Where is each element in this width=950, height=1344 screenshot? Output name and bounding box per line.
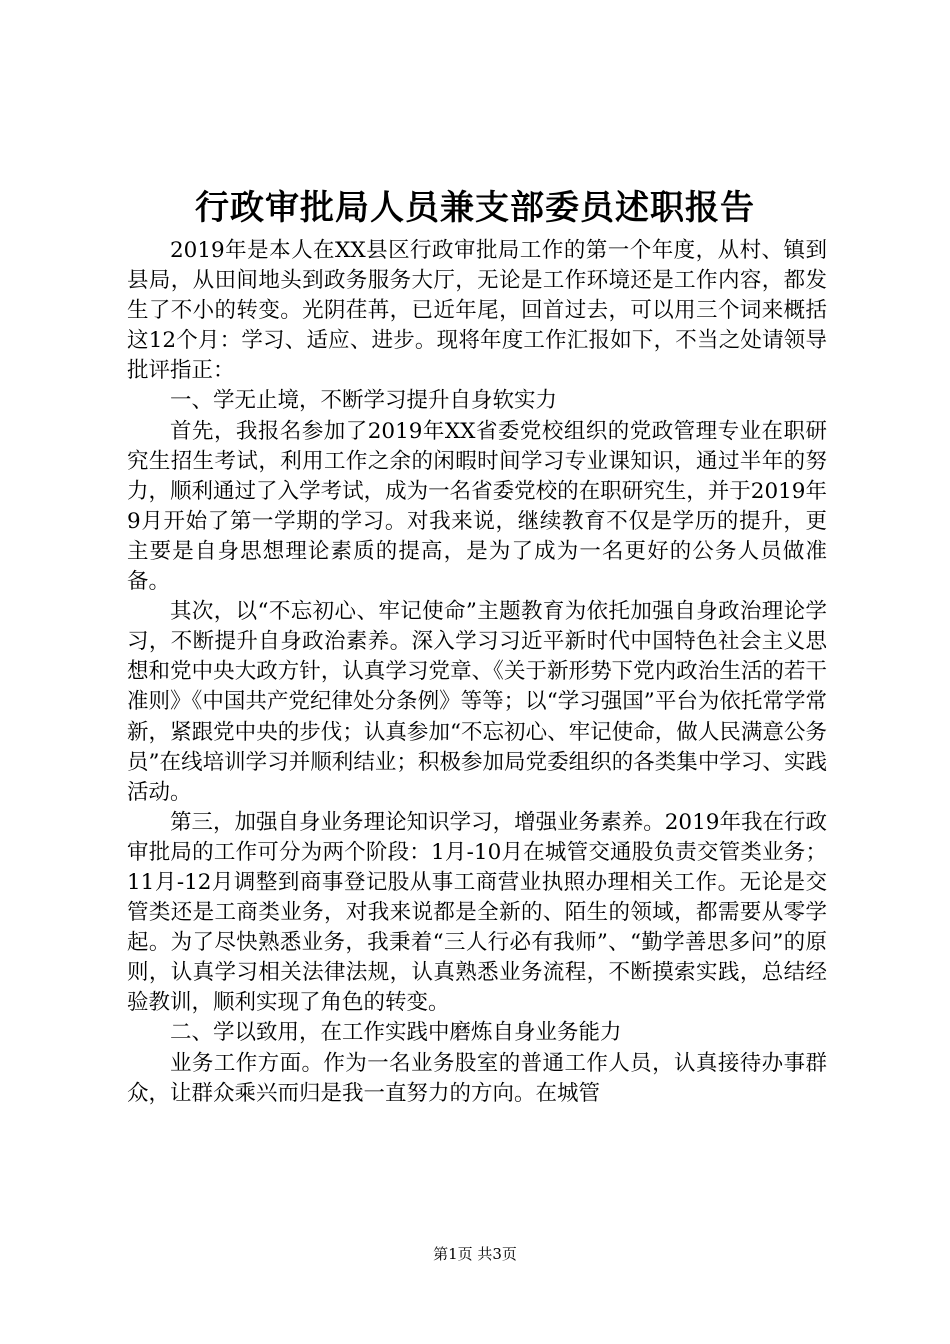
section-heading-1: 一、学无止境，不断学习提升自身软实力 <box>170 388 558 414</box>
document-body <box>127 236 827 1109</box>
page-footer: 第1页 共3页 <box>433 1245 517 1263</box>
paragraph-business: 业务工作方面。作为一名业务股室的普通工作人员，认真接待办事群众，让群众乘兴而归是我一直努力的方向。在城管 <box>127 1050 827 1106</box>
section-heading-2: 二、学以致用，在工作实践中磨炼自身业务能力 <box>170 1020 622 1046</box>
intro-paragraph: 2019年是本人在XX县区行政审批局工作的第一个年度，从村、镇到县局，从田间地头到政务服务大厅，无论是工作环境还是工作内容，都发生了不小的转变。光阴荏苒，已近年尾，回首过去，可以用三个词来概括这12个月：学习、适应、进步。现将年度工作汇报如下，不当之处请领导批评指正： <box>127 238 827 384</box>
paragraph-third: 第三，加强自身业务理论知识学习，增强业务素养。2019年我在行政审批局的工作可分为两个阶段：1月-10月在城管交通股负责交管类业务；11月-12月调整到商事登记股从事工商营业执照办理相关工作。无论是交管类还是工商类业务，对我来说都是全新的、陌生的领域，都需要从零学起。为了尽快熟悉业务，我秉着“三人行必有我师”、“勤学善思多问”的原则，认真学习相关法律法规，认真熟悉业务流程，不断摸索实践，总结经验教训，顺利实现了角色的转变。 <box>127 809 827 1016</box>
paragraph-second: 其次，以“不忘初心、牢记使命”主题教育为依托加强自身政治理论学习，不断提升自身政治素养。深入学习习近平新时代中国特色社会主义思想和党中央大政方针，认真学习党章、《关于新形势下党内政治生活的若干准则》《中国共产党纪律处分条例》等等；以“学习强国”平台为依托常学常新，紧跟党中央的步伐；认真参加“不忘初心、牢记使命，做人民满意公务员”在线培训学习并顺利结业；积极参加局党委组织的各类集中学习、实践活动。 <box>127 599 827 805</box>
paragraph-first: 首先，我报名参加了2019年XX省委党校组织的党政管理专业在职研究生招生考试，利用工作之余的闲暇时间学习专业课知识，通过半年的努力，顺利通过了入学考试，成为一名省委党校的在职研究生，并于2019年9月开始了第一学期的学习。对我来说，继续教育不仅是学历的提升，更主要是自身思想理论素质的提高，是为了成为一名更好的公务人员做准备。 <box>127 418 827 595</box>
document-title: 行政审批局人员兼支部委员述职报告 <box>195 188 755 228</box>
